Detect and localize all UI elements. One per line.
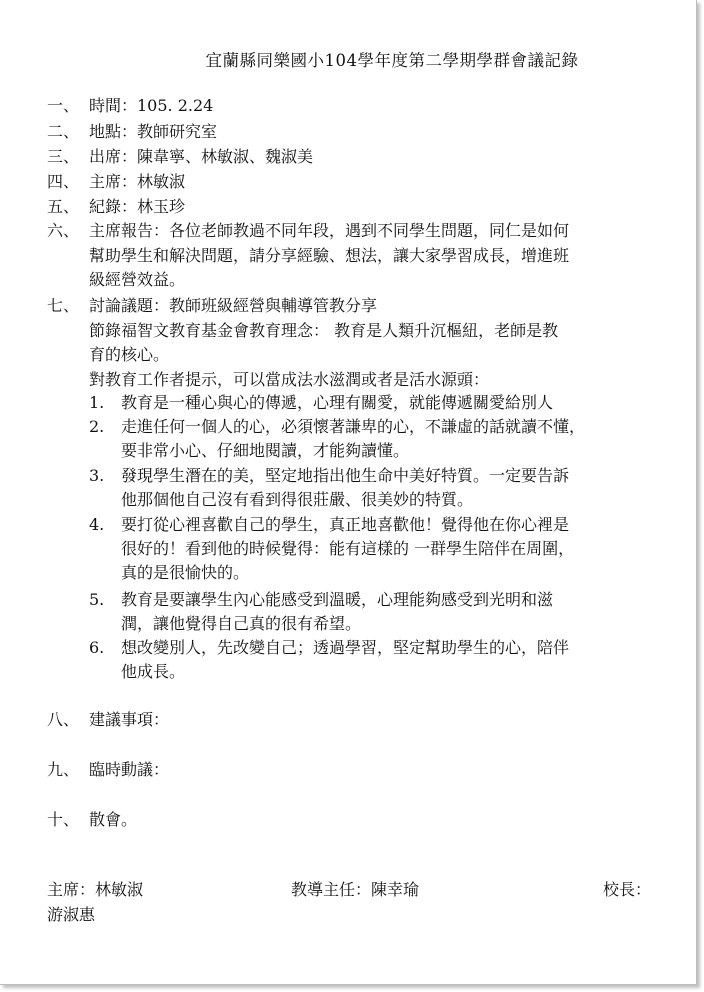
list-item-line: 真的是很愉快的。 xyxy=(121,563,250,582)
list-item xyxy=(89,636,570,681)
list-item xyxy=(89,391,553,415)
section-suggestions xyxy=(47,708,169,732)
list-item-number: 3. xyxy=(89,466,105,485)
list-item-number: 6. xyxy=(89,638,105,657)
section-number: 八、 xyxy=(47,710,80,729)
signature-chair: 主席：林敏淑 xyxy=(47,880,144,899)
section-adjournment xyxy=(47,808,137,832)
list-item xyxy=(89,588,554,633)
section-recorder xyxy=(47,195,185,219)
list-item-number: 1. xyxy=(89,393,105,412)
list-item-line: 潤，讓他覺得自己真的很有希望。 xyxy=(121,614,362,633)
section-number: 九、 xyxy=(47,760,80,779)
signature-director: 教導主任：陳幸瑜 xyxy=(291,880,420,899)
list-item-line: 要打從心裡喜歡自己的學生，真正地喜歡他！覺得他在你心裡是 xyxy=(121,515,570,534)
list-item-number: 4. xyxy=(89,515,105,534)
section-discussion xyxy=(47,294,377,318)
section-text: 地點：教師研究室 xyxy=(89,122,218,141)
section-number: 一、 xyxy=(47,96,80,115)
section-extempore-motions xyxy=(47,758,169,782)
list-item-line: 教育是一種心與心的傳遞，心理有關愛，就能傳遞關愛給別人 xyxy=(121,393,554,412)
list-item-number: 5. xyxy=(89,590,105,609)
list-item xyxy=(89,513,575,582)
list-item-line: 他成長。 xyxy=(121,662,186,681)
section-text: 討論議題：教師班級經營與輔導管教分享 xyxy=(89,296,378,315)
section-number: 十、 xyxy=(47,810,80,829)
list-item xyxy=(89,464,570,509)
section-chair-report xyxy=(47,219,569,243)
list-item-line: 他那個他自己沒有看到得很莊嚴、很美妙的特質。 xyxy=(121,490,474,509)
section-attendees xyxy=(47,145,313,169)
list-item-line: 發現學生潛在的美，堅定地指出他生命中美好特質。一定要告訴 xyxy=(121,466,570,485)
list-item-line: 走進任何一個人的心，必須懷著謙卑的心，不謙虛的話就讀不懂， xyxy=(121,417,586,436)
discussion-intro-line: 節錄福智文教育基金會教育理念： 教育是人類升沉樞紐，老師是教 xyxy=(89,321,559,340)
section-number: 五、 xyxy=(47,197,80,216)
discussion-intro-line: 育的核心。 xyxy=(89,345,170,364)
section-chair xyxy=(47,170,185,194)
chair-report-line: 級經營效益。 xyxy=(89,270,186,289)
section-number: 四、 xyxy=(47,172,80,191)
list-item xyxy=(89,415,586,460)
section-text: 臨時動議： xyxy=(89,760,170,779)
document-title: 宜蘭縣同樂國小104學年度第二學期學群會議記錄 xyxy=(205,51,579,70)
list-item-line: 很好的！看到他的時候覺得：能有這樣的 一群學生陪伴在周圍， xyxy=(121,539,575,558)
section-number: 三、 xyxy=(47,147,80,166)
section-location xyxy=(47,120,217,144)
list-item-number: 2. xyxy=(89,417,105,436)
section-time xyxy=(47,94,213,118)
section-text: 主席：林敏淑 xyxy=(89,172,186,191)
section-text-line: 主席報告：各位老師教過不同年段，遇到不同學生問題，同仁是如何 xyxy=(89,221,570,240)
section-text: 散會。 xyxy=(89,810,138,829)
section-text: 建議事項： xyxy=(89,710,170,729)
section-text: 時間：105. 2.24 xyxy=(89,96,214,115)
discussion-prompt: 對教育工作者提示，可以當成法水滋潤或者是活水源頭： xyxy=(89,370,490,389)
list-item-line: 教育是要讓學生內心能感受到溫暖，心理能夠感受到光明和滋 xyxy=(121,590,554,609)
section-text: 出席：陳韋寧、林敏淑、魏淑美 xyxy=(89,147,314,166)
signature-principal-name: 游淑惠 xyxy=(47,905,96,924)
list-item-line: 想改變別人，先改變自己；透過學習，堅定幫助學生的心，陪伴 xyxy=(121,638,570,657)
chair-report-line: 幫助學生和解決問題，請分享經驗、想法，讓大家學習成長，增進班 xyxy=(89,246,570,265)
section-number: 二、 xyxy=(47,122,80,141)
signature-principal-label: 校長： xyxy=(603,880,652,899)
section-number: 七、 xyxy=(47,296,80,315)
list-item-line: 要非常小心、仔細地閱讀，才能夠讀懂。 xyxy=(121,441,410,460)
section-text: 紀錄：林玉珍 xyxy=(89,197,186,216)
section-number: 六、 xyxy=(47,221,80,240)
